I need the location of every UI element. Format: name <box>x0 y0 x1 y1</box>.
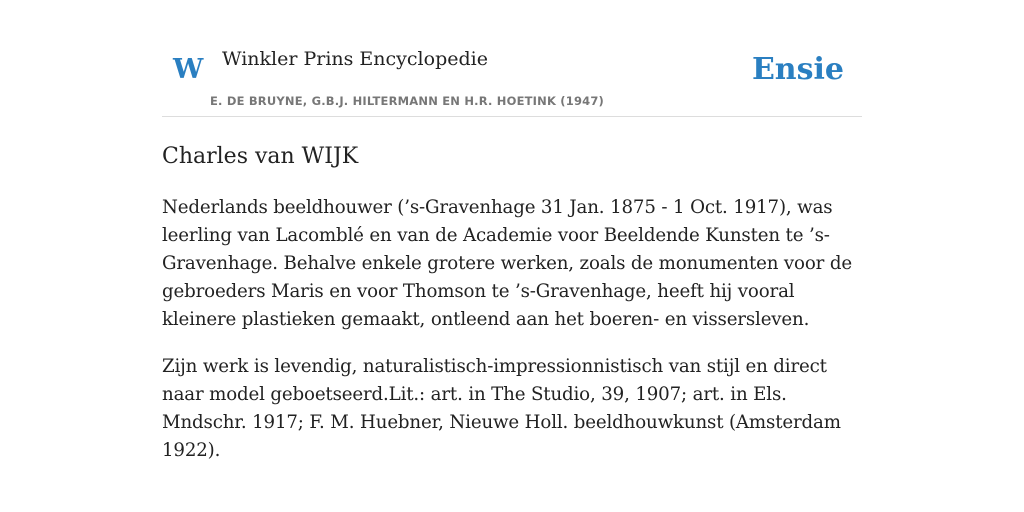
source-authors: E. DE BRUYNE, G.B.J. HILTERMANN EN H.R. HOETINK (1947) <box>210 94 605 108</box>
source-logo[interactable]: W <box>173 54 204 85</box>
article-body <box>162 194 862 465</box>
article-paragraph: Zijn werk is levendig, naturalistisch-impressionnistisch van stijl en direct naar model geboetseerd.Lit.: art. in The Studio, 39, 1907; art. in Els. Mndschr. 1917; F. M. Huebner, Nieuwe Holl. beeldhouwkunst (Amsterdam 1922). <box>162 356 841 461</box>
source-header <box>162 0 862 117</box>
source-title[interactable]: Winkler Prins Encyclopedie <box>222 48 488 70</box>
article-title: Charles van WIJK <box>162 144 359 169</box>
article-paragraph: Nederlands beeldhouwer (’s-Gravenhage 31 Jan. 1875 - 1 Oct. 1917), was leerling van Lacomblé en van de Academie voor Beeldende Kunsten te ’s-Gravenhage. Behalve enkele grotere werken, zoals de monumenten voor de gebroeders Maris en voor Thomson te ’s-Gravenhage, heeft hij vooral kleinere plastieken gemaakt, ontleend aan het boeren- en vissersleven. <box>162 197 852 330</box>
encyclopedia-page <box>162 0 862 465</box>
brand-logo[interactable]: Ensie <box>751 52 844 87</box>
